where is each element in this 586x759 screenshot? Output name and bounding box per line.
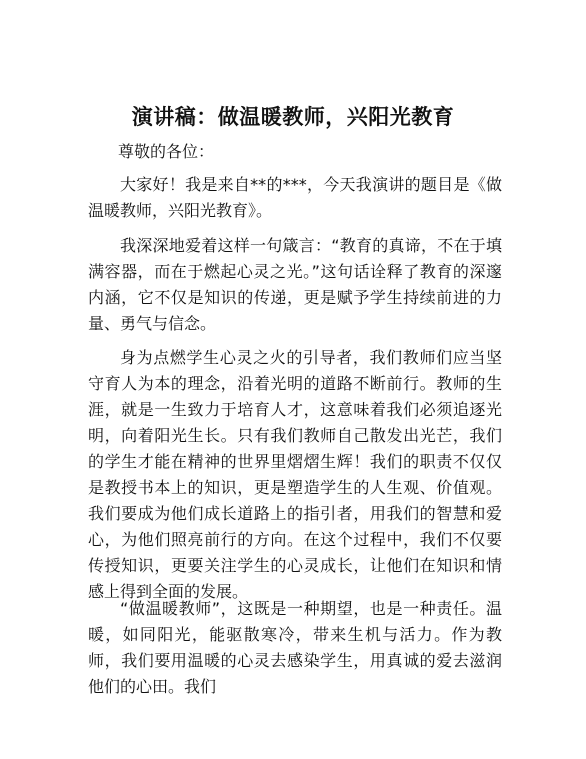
document-title: 演讲稿：做温暖教师，兴阳光教育 (131, 105, 455, 129)
paragraph-motto: 我深深地爱着这样一句箴言：“教育的真谛，不在于填满容器，而在于燃起心灵之光。”这句话诠释了教育的深邃内涵，它不仅是知识的传递，更是赋予学生持续前进的力量、勇气与信念。 (88, 236, 502, 333)
salutation: 尊敬的各位： (118, 142, 215, 161)
paragraph-warm-teacher: “做温暖教师”，这既是一种期望，也是一种责任。温暖，如同阳光，能驱散寒冷，带来生机与活力。作为教师，我们要用温暖的心灵去感染学生，用真诚的爱去滋润他们的心田。我们 (88, 599, 502, 696)
paragraph-greeting: 大家好！我是来自**的***，今天我演讲的题目是《做温暖教师，兴阳光教育》。 (88, 175, 502, 220)
paragraph-teacher-role: 身为点燃学生心灵之火的引导者，我们教师们应当坚守育人为本的理念，沿着光明的道路不断前行。教师的生涯，就是一生致力于培育人才，这意味着我们必须追逐光明，向着阳光生长。只有我们教师自己散发出光芒，我们的学生才能在精神的世界里熠熠生辉！我们的职责不仅仅是教授书本上的知识，更是塑造学生的人生观、价值观。我们要成为他们成长道路上的指引者，用我们的智慧和爱心，为他们照亮前行的方向。在这个过程中，我们不仅要传授知识，更要关注学生的心灵成长，让他们在知识和情感上得到全面的发展。 (88, 348, 502, 601)
